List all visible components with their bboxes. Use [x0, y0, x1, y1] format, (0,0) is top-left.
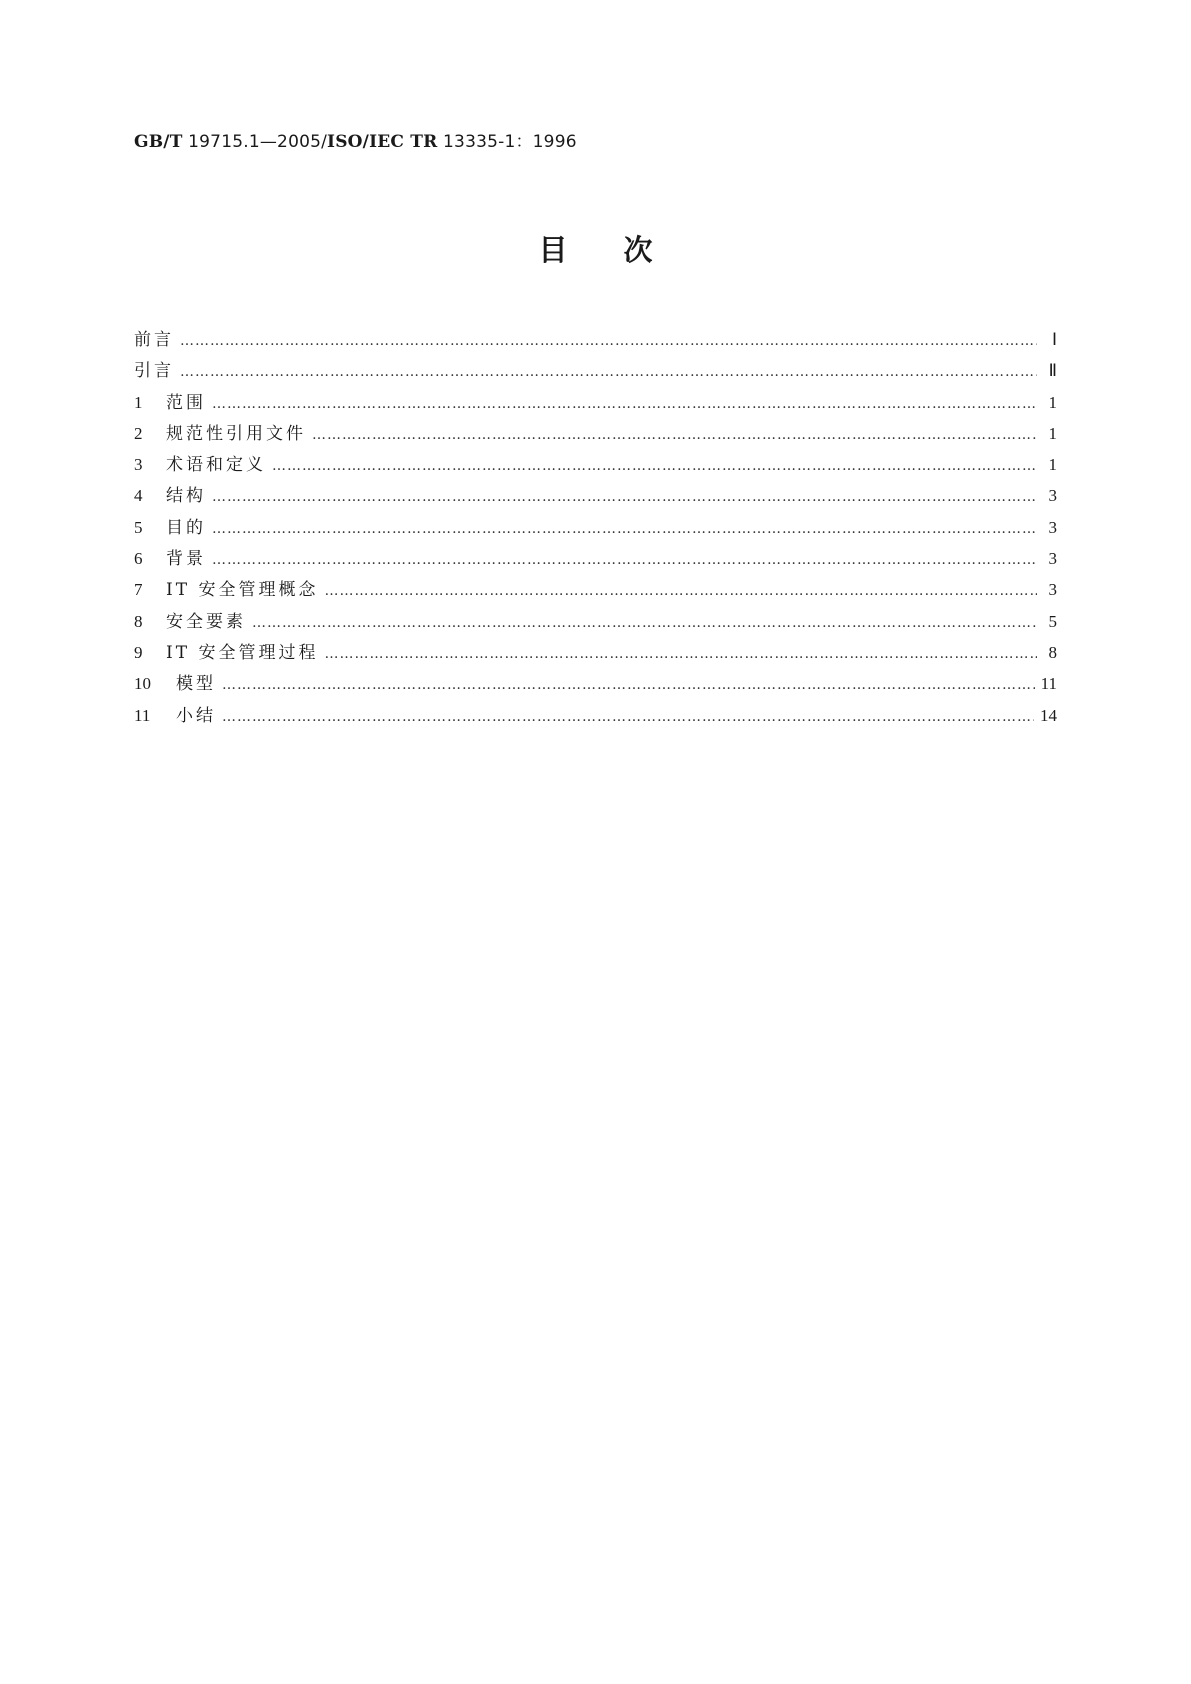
toc-entry-label: 背景 — [166, 549, 206, 570]
toc-entry-page: 3 — [1048, 549, 1057, 569]
toc-entry-label: 安全要素 — [166, 611, 246, 632]
toc-entry-label: 结构 — [166, 486, 206, 507]
toc-entry-label: 引言 — [134, 361, 174, 382]
toc-entry-page: 1 — [1048, 423, 1057, 443]
standard-code-part-d: 13335-1：1996 — [437, 132, 577, 152]
table-of-contents — [134, 325, 1057, 732]
toc-entry[interactable] — [134, 513, 1057, 544]
toc-entry-page: 5 — [1048, 611, 1057, 631]
toc-entry[interactable] — [134, 669, 1057, 700]
toc-entry-page: Ⅱ — [1048, 361, 1057, 381]
toc-entry-page: 3 — [1048, 486, 1057, 506]
toc-dot-leader — [324, 646, 1037, 662]
toc-entry-label: 规范性引用文件 — [166, 423, 306, 444]
toc-entry-number: 8 — [134, 611, 143, 631]
toc-title: 目次 — [538, 233, 709, 267]
toc-dot-leader — [212, 396, 1037, 412]
toc-entry[interactable] — [134, 607, 1057, 638]
toc-entry[interactable] — [134, 575, 1057, 606]
toc-entry-number: 9 — [134, 642, 143, 662]
toc-entry-number: 11 — [134, 705, 151, 725]
toc-entry[interactable] — [134, 325, 1057, 356]
toc-dot-leader — [222, 709, 1034, 725]
toc-entry-number: 3 — [134, 455, 143, 475]
toc-entry-number: 10 — [134, 674, 151, 694]
toc-entry-number: 6 — [134, 549, 143, 569]
standard-code-header — [134, 127, 577, 152]
toc-entry-number: 4 — [134, 486, 143, 506]
toc-entry-page: 11 — [1040, 674, 1057, 694]
toc-entry[interactable] — [134, 701, 1057, 732]
toc-entry-label: 术语和定义 — [166, 455, 266, 476]
standard-code-part-a: GB/T — [134, 132, 183, 152]
toc-dot-leader — [212, 489, 1037, 505]
toc-entry-label: IT 安全管理过程 — [166, 642, 319, 663]
toc-entry-number: 5 — [134, 517, 143, 537]
toc-dot-leader — [324, 583, 1037, 599]
toc-entry-page: Ⅰ — [1051, 330, 1057, 349]
toc-entry-label: IT 安全管理概念 — [166, 580, 319, 601]
toc-entry-number: 2 — [134, 423, 143, 443]
toc-entry-label: 范围 — [166, 392, 206, 413]
toc-dot-leader — [312, 427, 1037, 443]
toc-dot-leader — [212, 521, 1037, 537]
toc-entry-label: 模型 — [176, 674, 216, 695]
toc-dot-leader — [180, 364, 1037, 380]
toc-entry-page: 3 — [1048, 580, 1057, 600]
toc-dot-leader — [222, 677, 1035, 693]
toc-entry-page: 1 — [1048, 392, 1057, 412]
toc-entry[interactable] — [134, 388, 1057, 419]
toc-dot-leader — [212, 552, 1037, 568]
toc-entry-page: 8 — [1048, 642, 1057, 662]
standard-code-part-c: ISO/IEC TR — [327, 132, 438, 152]
toc-entry[interactable] — [134, 450, 1057, 481]
toc-entry-page: 1 — [1048, 455, 1057, 475]
toc-entry[interactable] — [134, 356, 1057, 387]
toc-entry[interactable] — [134, 481, 1057, 512]
toc-dot-leader — [272, 458, 1037, 474]
toc-entry-label: 目的 — [166, 517, 206, 538]
toc-entry-number: 7 — [134, 580, 143, 600]
toc-entry-label: 前言 — [134, 330, 174, 350]
toc-entry-page: 14 — [1040, 705, 1057, 725]
toc-entry-label: 小结 — [176, 705, 216, 726]
toc-dot-leader — [180, 333, 1037, 349]
toc-entry-page: 3 — [1048, 517, 1057, 537]
toc-entry[interactable] — [134, 419, 1057, 450]
standard-code-part-b: 19715.1—2005/ — [182, 132, 328, 152]
toc-entry-number: 1 — [134, 392, 143, 412]
toc-entry[interactable] — [134, 544, 1057, 575]
toc-dot-leader — [252, 615, 1037, 631]
toc-entry[interactable] — [134, 638, 1057, 669]
